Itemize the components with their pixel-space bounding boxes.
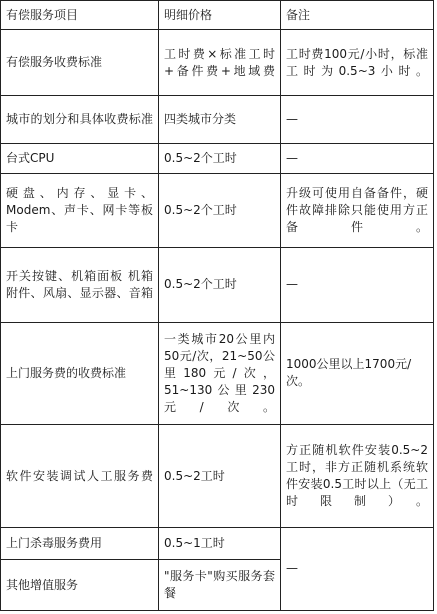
row-item: 有偿服务收费标准 <box>1 30 159 96</box>
header-item: 有偿服务项目 <box>1 1 159 30</box>
row-item: 开关按键、机箱面板 机箱附件、风扇、显示器、音箱 <box>1 247 159 322</box>
table-row <box>1 174 434 248</box>
row-price: 0.5~2工时 <box>159 425 281 528</box>
row-item: 其他增值服务 <box>1 560 159 611</box>
row-note: — <box>281 144 434 174</box>
row-item: 上门服务费的收费标准 <box>1 322 159 425</box>
row-item: 上门杀毒服务费用 <box>1 527 159 559</box>
row-item: 硬盘、内存、显卡、Modem、声卡、网卡等板卡 <box>1 174 159 248</box>
header-price: 明细价格 <box>159 1 281 30</box>
row-price: 四类城市分类 <box>159 96 281 144</box>
table-row <box>1 144 434 174</box>
row-price: 0.5~2个工时 <box>159 247 281 322</box>
row-item: 城市的划分和具体收费标准 <box>1 96 159 144</box>
row-note: 方正随机软件安装0.5~2工时，非方正随机系统软件安装0.5工时以上（无工时限制）。 <box>281 425 434 528</box>
table-header-row <box>1 1 434 30</box>
row-price: 0.5~2个工时 <box>159 144 281 174</box>
header-note: 备注 <box>281 1 434 30</box>
row-price: 0.5~1工时 <box>159 527 281 559</box>
row-price: 一类城市20公里内50元/次，21~50公里180元/次，51~130公里230元/次。 <box>159 322 281 425</box>
row-note: 升级可使用自备备件，硬件故障排除只能使用方正备件。 <box>281 174 434 248</box>
row-note: 工时费100元/小时，标准工时为0.5~3小时。 <box>281 30 434 96</box>
row-price: "服务卡"购买服务套餐 <box>159 560 281 611</box>
table-row <box>1 425 434 528</box>
table-row <box>1 30 434 96</box>
table-row <box>1 96 434 144</box>
row-note: 1000公里以上1700元/次。 <box>281 322 434 425</box>
row-price: 0.5~2个工时 <box>159 174 281 248</box>
row-note: — <box>281 247 434 322</box>
row-note: — <box>281 96 434 144</box>
table-row <box>1 527 434 559</box>
row-price: 工时费×标准工时+备件费+地域费 <box>159 30 281 96</box>
row-item: 台式CPU <box>1 144 159 174</box>
row-item: 软件安装调试人工服务费 <box>1 425 159 528</box>
table-row <box>1 322 434 425</box>
table-row <box>1 247 434 322</box>
row-note: — <box>281 527 434 610</box>
